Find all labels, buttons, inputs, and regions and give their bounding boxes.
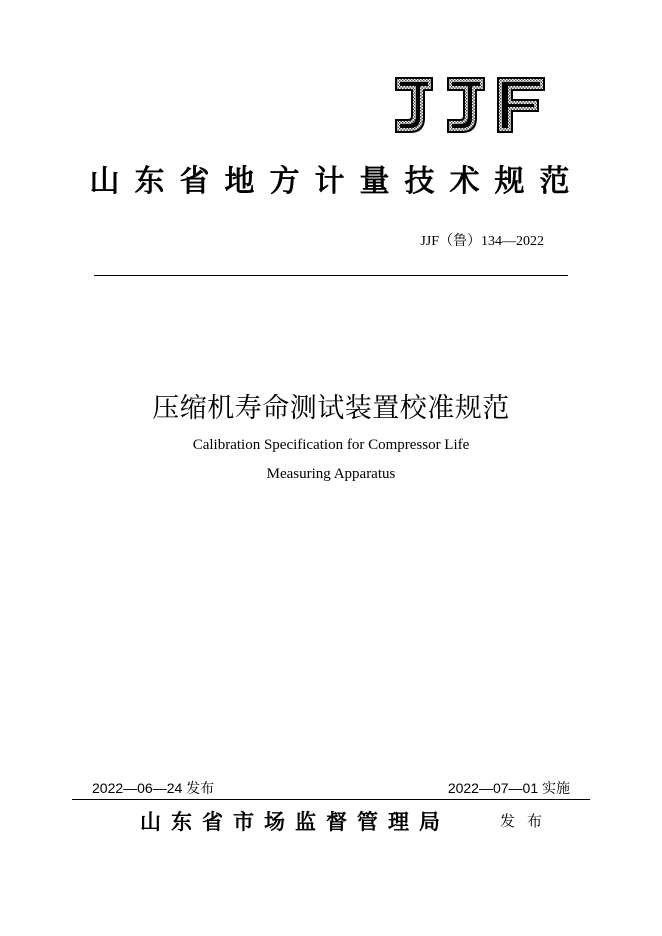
issuing-authority: 山东省市场监督管理局 <box>140 809 450 834</box>
specification-code: JJF（鲁）134—2022 <box>420 234 544 249</box>
issue-date: 2022—06—24 发布 <box>92 780 215 796</box>
bottom-divider <box>72 799 590 800</box>
top-divider <box>94 275 568 276</box>
document-title-english-line2: Measuring Apparatus <box>266 466 396 482</box>
publish-label: 发布 <box>500 812 555 830</box>
document-title-chinese: 压缩机寿命测试装置校准规范 <box>152 393 510 424</box>
effective-date: 2022—07—01 实施 <box>447 780 570 796</box>
jjf-logo-icon <box>390 74 546 136</box>
document-title-english-line1: Calibration Specification for Compressor Life <box>192 437 470 453</box>
issuer-title: 山东省地方计量技术规范 <box>89 164 585 199</box>
